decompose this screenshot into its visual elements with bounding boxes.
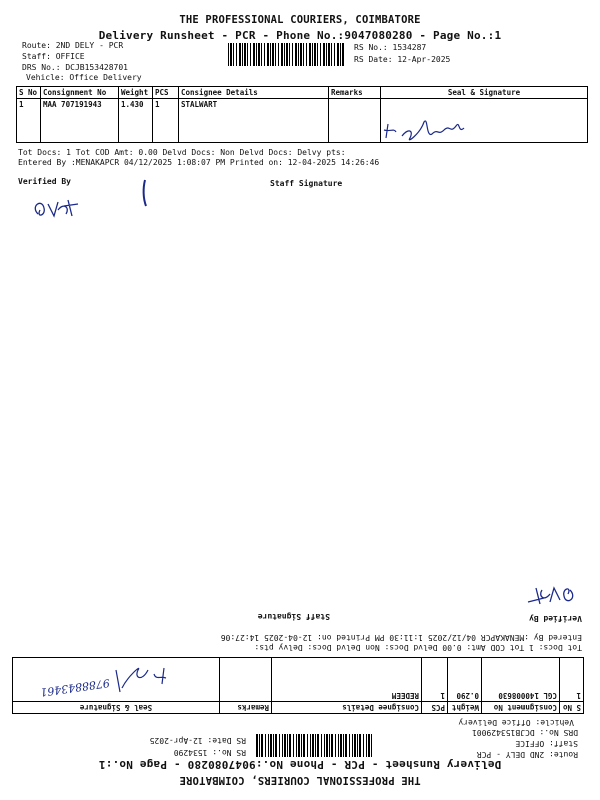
vehicle-label: Vehicle: Office Delivery bbox=[26, 73, 142, 82]
col-remarks: Remarks bbox=[220, 702, 272, 714]
cell-remarks bbox=[220, 658, 272, 702]
col-consignee: Consignee Details bbox=[272, 702, 422, 714]
cell-weight: 0.290 bbox=[448, 658, 482, 702]
barcode bbox=[256, 734, 372, 757]
cell-pcs: 1 bbox=[422, 658, 448, 702]
table-row bbox=[17, 99, 588, 143]
runsheet-title: Delivery Runsheet - PCR - Phone No.:9047080280 - Page No.:1 bbox=[98, 758, 502, 771]
staff-label: Staff: OFFICE bbox=[515, 739, 578, 748]
table-bottom-rule bbox=[12, 657, 584, 658]
staff-label: Staff: OFFICE bbox=[22, 52, 85, 61]
col-remarks: Remarks bbox=[329, 87, 381, 99]
col-seal-signature: Seal & Signature bbox=[381, 87, 588, 99]
verified-by-label: Verified By bbox=[18, 177, 71, 186]
verifier-signature-image bbox=[28, 194, 88, 224]
cell-remarks bbox=[329, 99, 381, 143]
cell-sno: 1 bbox=[560, 658, 584, 702]
cell-sno: 1 bbox=[17, 99, 41, 143]
col-consignment-no: Consignment No bbox=[482, 702, 560, 714]
route-label: Route: 2ND DELY - PCR bbox=[476, 750, 578, 759]
col-sno: S No bbox=[17, 87, 41, 99]
staff-signature-label: Staff Signature bbox=[257, 612, 330, 621]
col-consignee: Consignee Details bbox=[179, 87, 329, 99]
drs-no-label: DRS No.: DCJB153429001 bbox=[472, 728, 578, 737]
table-header-row bbox=[13, 702, 584, 714]
col-consignment-no: Consignment No bbox=[41, 87, 119, 99]
runsheet-bottom bbox=[0, 400, 600, 800]
col-seal-signature: Seal & Signature bbox=[13, 702, 220, 714]
table-header-row bbox=[17, 87, 588, 99]
rs-date-label: RS Date: 12-Apr-2025 bbox=[354, 55, 451, 64]
rs-date-label: RS Date: 12-Apr-2025 bbox=[149, 736, 246, 745]
barcode bbox=[228, 43, 344, 66]
entered-line: Entered By :MENAKAPCR 04/12/2025 1:11:30 PM Printed on: 12-04-2025 14:27:06 bbox=[220, 633, 582, 642]
verified-by-label: Verified By bbox=[529, 614, 582, 623]
col-pcs: PCS bbox=[422, 702, 448, 714]
company-title: THE PROFESSIONAL COURIERS, COIMBATORE bbox=[179, 774, 421, 786]
col-pcs: PCS bbox=[153, 87, 179, 99]
cell-consignment-no: MAA 707191943 bbox=[41, 99, 119, 143]
verifier-signature-image bbox=[520, 578, 580, 612]
runsheet-title: Delivery Runsheet - PCR - Phone No.:9047080280 - Page No.:1 bbox=[98, 29, 502, 42]
cell-pcs: 1 bbox=[153, 99, 179, 143]
cell-consignee: REDEEM bbox=[272, 658, 422, 702]
totals-line: Tot Docs: 1 Tot COD Amt: 0.00 Delvd Docs: Non Delvd Docs: Delvy pts: bbox=[254, 643, 582, 652]
col-sno: S No bbox=[560, 702, 584, 714]
staff-signature-label: Staff Signature bbox=[270, 179, 343, 188]
totals-line: Tot Docs: 1 Tot COD Amt: 0.00 Delvd Docs: Non Delvd Docs: Delvy pts: bbox=[18, 148, 346, 157]
cell-consignee: STALWART bbox=[179, 99, 329, 143]
rs-no-label: RS No.: 1534290 bbox=[173, 748, 246, 757]
company-title: THE PROFESSIONAL COURIERS, COIMBATORE bbox=[179, 14, 421, 26]
receiver-signature-image bbox=[380, 108, 470, 148]
receiver-signature-image bbox=[100, 660, 170, 700]
cell-weight: 1.430 bbox=[119, 99, 153, 143]
col-weight: Weight bbox=[119, 87, 153, 99]
table-bottom-rule bbox=[16, 142, 588, 143]
cell-consignment-no: CGL 140008630 bbox=[482, 658, 560, 702]
entered-line: Entered By :MENAKAPCR 04/12/2025 1:08:07 PM Printed on: 12-04-2025 14:26:46 bbox=[18, 158, 380, 167]
vehicle-label: Vehicle: Office Delivery bbox=[458, 718, 574, 727]
drs-no-label: DRS No.: DCJB153428701 bbox=[22, 63, 128, 72]
route-label: Route: 2ND DELY - PCR bbox=[22, 41, 124, 50]
handwritten-phone-note: 9788843461 bbox=[39, 676, 111, 699]
consignment-table bbox=[16, 86, 588, 143]
pen-mark-image bbox=[140, 178, 150, 208]
rs-no-label: RS No.: 1534287 bbox=[354, 43, 427, 52]
col-weight: Weight bbox=[448, 702, 482, 714]
